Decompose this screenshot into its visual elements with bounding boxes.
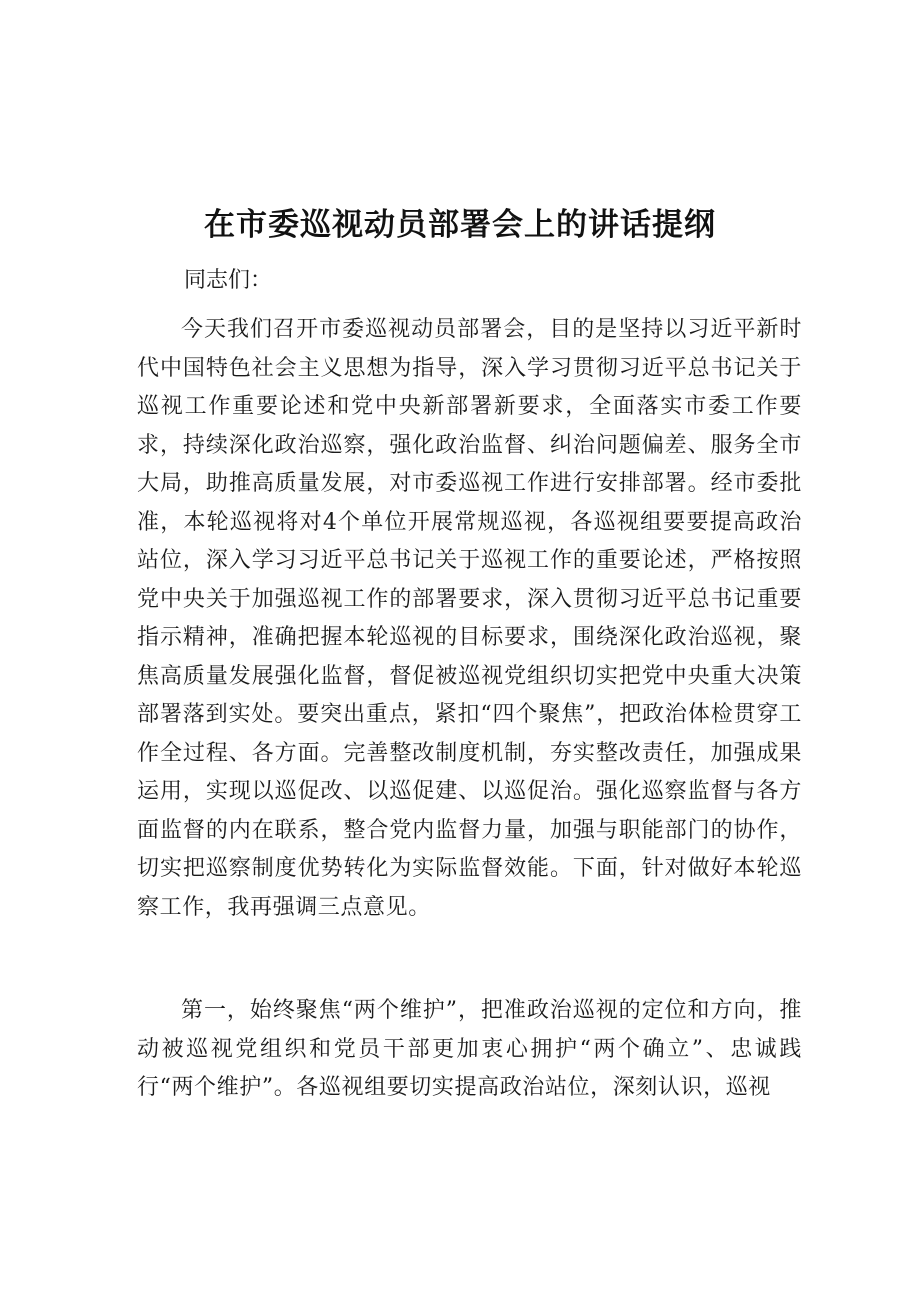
paragraph-first-point: 第一，始终聚焦“两个维护”，把准政治巡视的定位和方向，推动被巡视党组织和党员干部更加衷心拥护“两个确立”、忠诚践行“两个维护”。各巡视组要切实提高政治站位，深刻认识，巡视 [137, 998, 802, 1100]
greeting: 同志们： [184, 268, 273, 293]
paragraph-intro: 今天我们召开市委巡视动员部署会，目的是坚持以习近平新时代中国特色社会主义思想为指导，深入学习贯彻习近平总书记关于巡视工作重要论述和党中央新部署新要求，全面落实市委工作要求，持续深化政治巡察，强化政治监督、纠治问题偏差、服务全市大局，助推高质量发展，对市委巡视工作进行安排部署。经市委批准，本轮巡视将对4个单位开展常规巡视，各巡视组要要提高政治站位，深入学习习近平总书记关于巡视工作的重要论述，严格按照党中央关于加强巡视工作的部署要求，深入贯彻习近平总书记重要指示精神，准确把握本轮巡视的目标要求，围绕深化政治巡视，聚焦高质量发展强化监督，督促被巡视党组织切实把党中央重大决策部署落到实处。要突出重点，紧扣“四个聚焦”，把政治体检贯穿工作全过程、各方面。完善整改制度机制，夯实整改责任，加强成果运用，实现以巡促改、以巡促建、以巡促治。强化巡察监督与各方面监督的内在联系，整合党内监督力量，加强与职能部门的协作，切实把巡察制度优势转化为实际监督效能。下面，针对做好本轮巡察工作，我再强调三点意见。 [137, 317, 802, 920]
document-title: 在市委巡视动员部署会上的讲话提纲 [204, 207, 716, 243]
